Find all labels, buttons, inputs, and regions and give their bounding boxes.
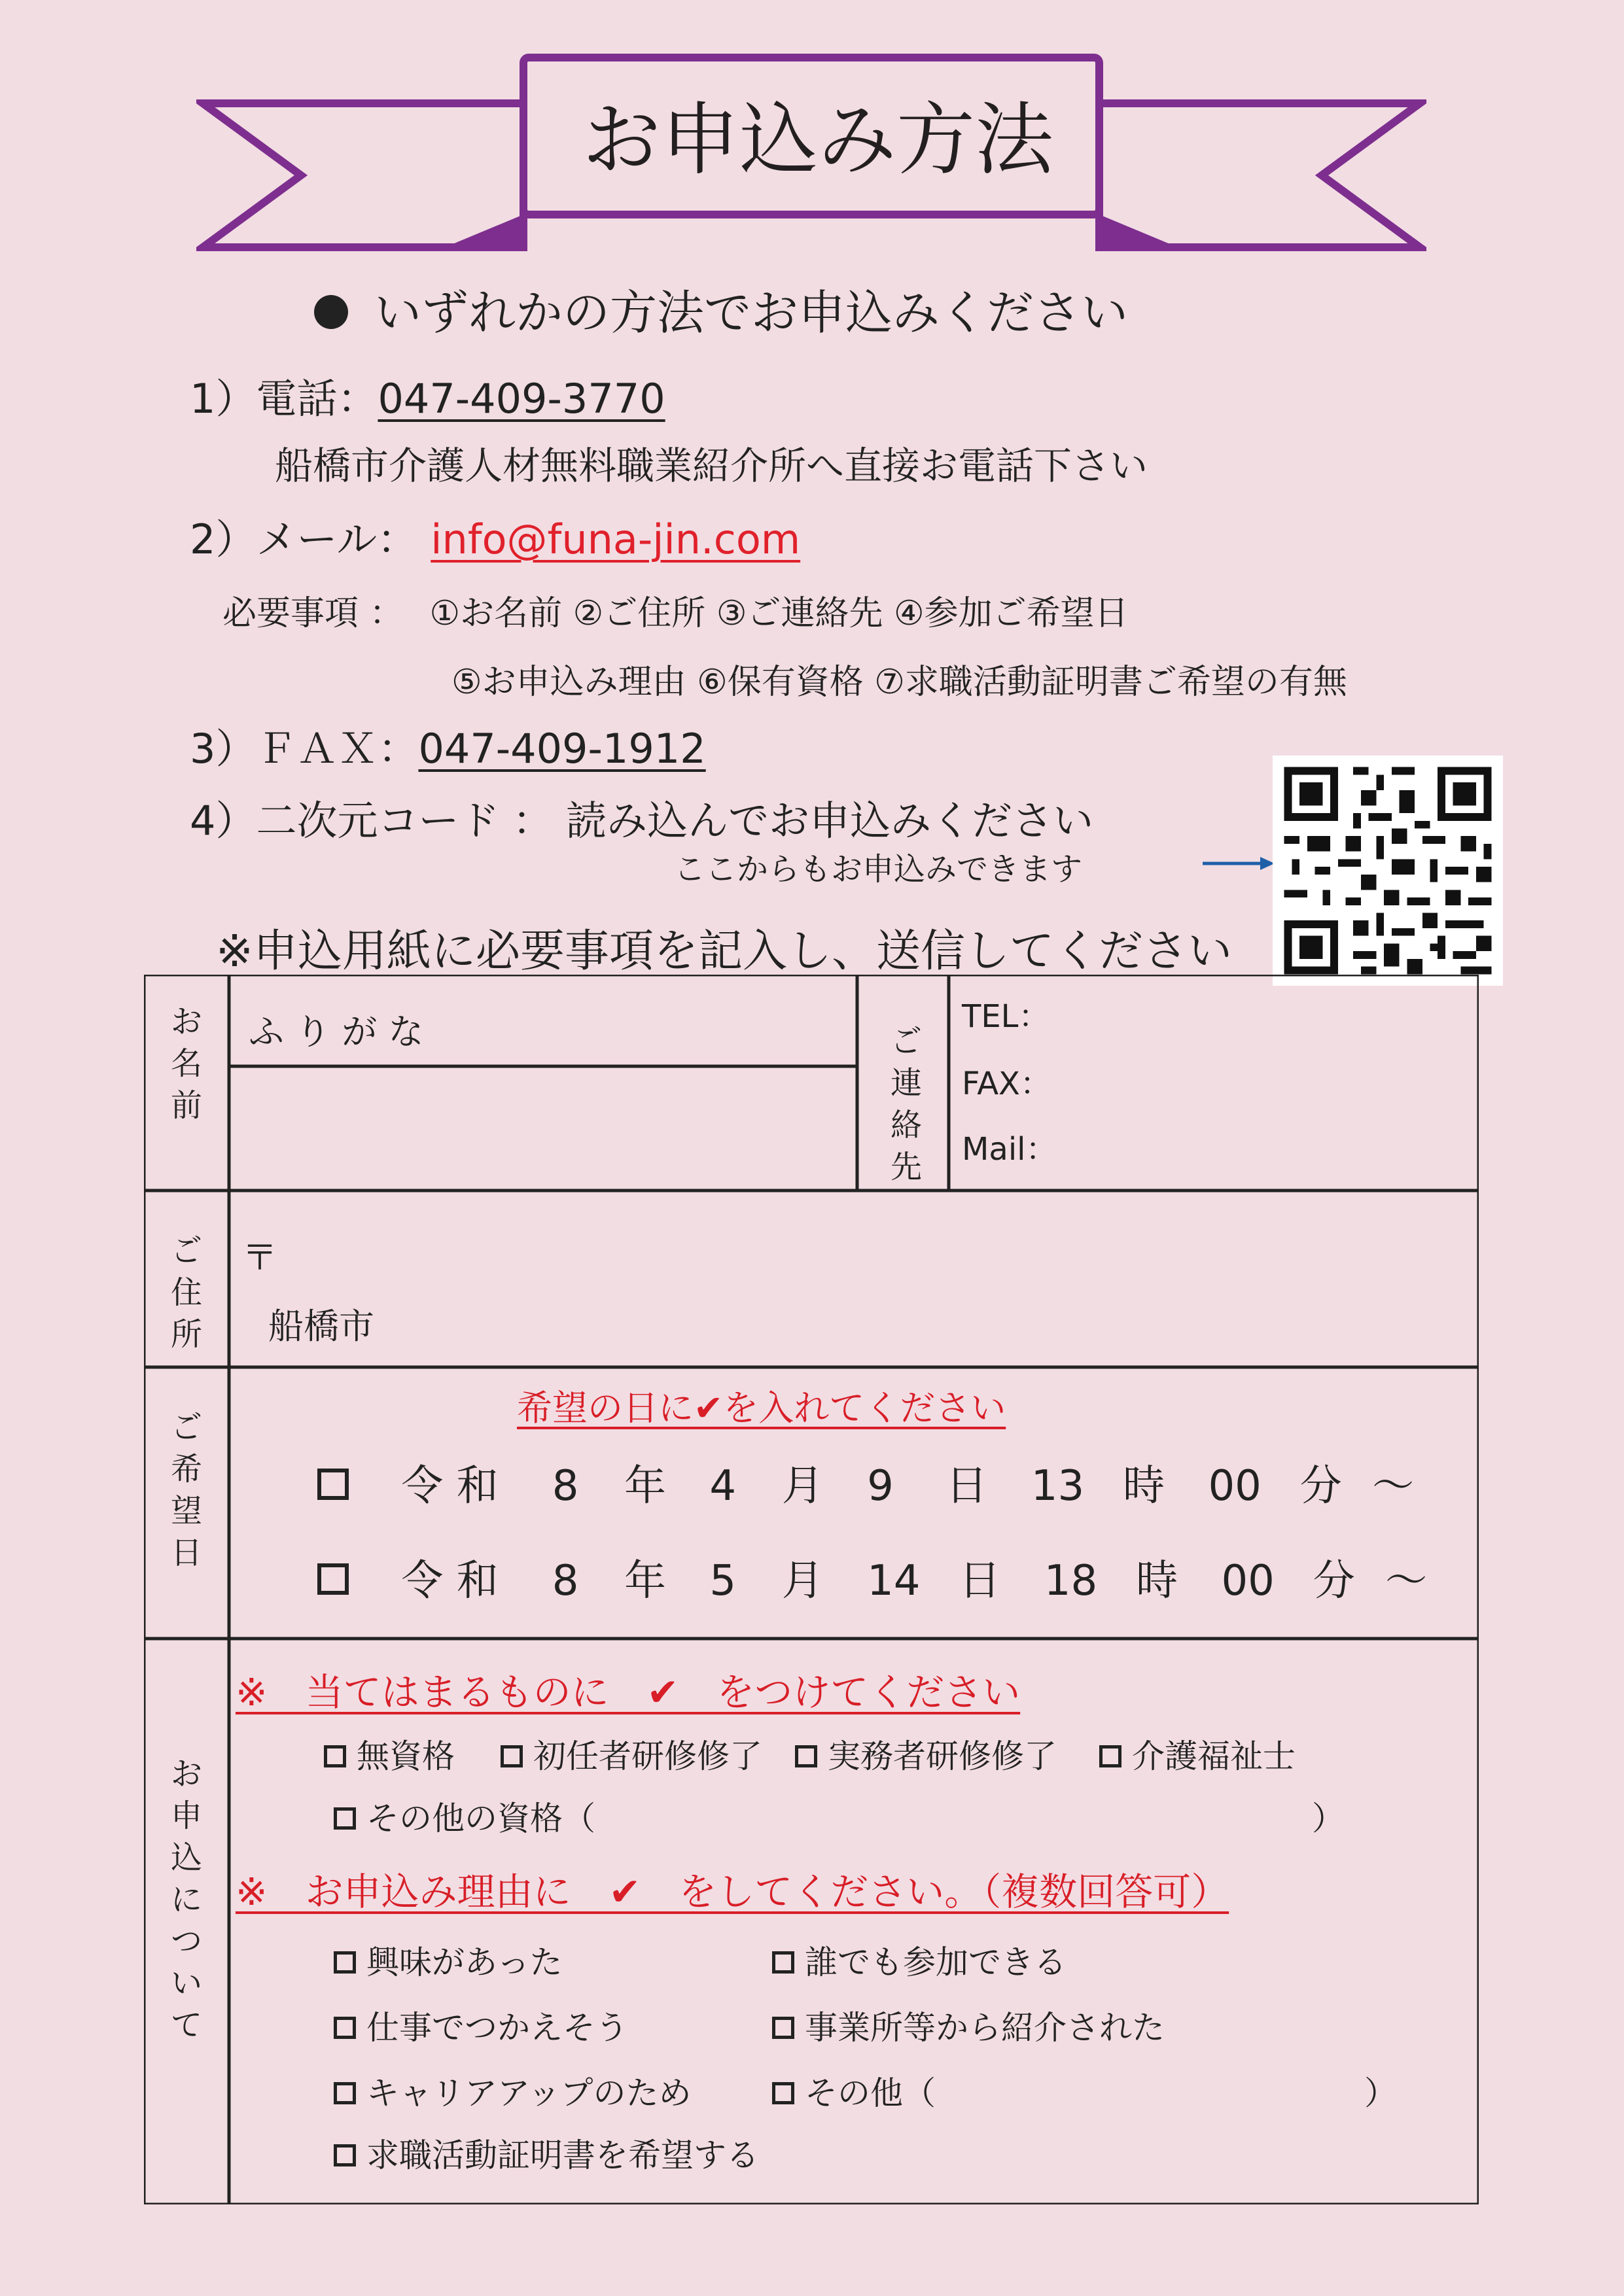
date-option-2[interactable]: 令 和 8 年 5 月 14 日 18 時 00 分 ～: [317, 1547, 1431, 1607]
qualification-notice: ※ 当てはまるものに ✔ をつけてください: [236, 1670, 1021, 1714]
checkbox-icon[interactable]: [772, 2082, 794, 2104]
mail-requirements: 必要事項 ： ①お名前 ②ご住所 ③ご連絡先 ④参加ご希望日: [222, 594, 1129, 633]
contact-label: ご 連 絡 先: [890, 1023, 922, 1185]
postal-mark: 〒: [242, 1237, 277, 1278]
checkbox-icon[interactable]: [795, 1745, 817, 1767]
fax-label: FAX：: [962, 1066, 1051, 1102]
reason-option[interactable]: その他（: [772, 2067, 936, 2114]
page-title: お申込み方法: [582, 95, 1053, 186]
mail-method: 2）メール： info@funa-jin.com: [190, 515, 801, 563]
address-label: ご 住 所: [170, 1232, 202, 1353]
date-1-checkbox[interactable]: [317, 1469, 349, 1500]
fax-number: 047-409-1912: [418, 725, 706, 773]
checkbox-icon[interactable]: [1099, 1745, 1121, 1767]
city-text: 船橋市: [268, 1306, 374, 1347]
checkbox-icon[interactable]: [324, 1745, 346, 1767]
reason-option[interactable]: キャリアアップのため: [334, 2067, 692, 2114]
date-notice: 希望の日に✔を入れてください: [517, 1387, 1006, 1429]
about-label: お 申 込 に つ い て: [170, 1756, 202, 2044]
furigana-field[interactable]: [232, 981, 854, 1063]
qual-option[interactable]: 無資格: [324, 1730, 455, 1777]
reason-option[interactable]: 求職活動証明書を希望する: [334, 2129, 759, 2176]
phone-note: 船橋市介護人材無料職業紹介所へ直接お電話下さい: [275, 444, 1148, 488]
checkbox-icon[interactable]: [772, 1951, 794, 1974]
qual-option[interactable]: 実務者研修修了: [795, 1730, 1057, 1777]
qr-method: 4）二次元コード ： 読み込んでお申込みください: [190, 797, 1094, 844]
intro-heading: いずれかの方法でお申込みください: [314, 275, 1128, 343]
mail-label: Mail：: [962, 1131, 1057, 1168]
qual-other-close: ）: [1312, 1800, 1345, 1837]
instruction: ※申込用紙に必要事項を記入し、送信してください: [216, 926, 1232, 977]
phone-method: 1）電話：047-409-3770: [190, 375, 665, 423]
checkbox-icon[interactable]: [501, 1745, 523, 1767]
checkbox-icon[interactable]: [334, 1807, 356, 1830]
checkbox-icon[interactable]: [334, 2144, 356, 2166]
reason-option[interactable]: 誰でも参加できる: [772, 1936, 1067, 1983]
name-label: お 名 前: [170, 1003, 202, 1124]
furigana-label: ふ り が な: [249, 1011, 424, 1052]
qr-note: ここからもお申込みできます: [674, 851, 1083, 888]
reason-option[interactable]: 仕事でつかえそう: [334, 2002, 628, 2049]
date-label: ご 希 望 日: [170, 1409, 202, 1571]
fax-method: 3）ＦＡＸ：047-409-1912: [190, 725, 706, 773]
bullet-icon: [314, 295, 348, 329]
reason-other-close: ）: [1364, 2074, 1397, 2112]
tel-label: TEL：: [962, 998, 1050, 1035]
mail-requirements-cont: ⑤お申込み理由 ⑥保有資格 ⑦求職活動証明書ご希望の有無: [451, 663, 1347, 702]
date-option-1[interactable]: 令 和 8 年 4 月 9 日 13 時 00 分 ～: [317, 1452, 1418, 1512]
reason-option[interactable]: 事業所等から紹介された: [772, 2002, 1165, 2049]
date-2-checkbox[interactable]: [317, 1563, 349, 1595]
contact-field[interactable]: [1060, 981, 1472, 1184]
reason-option[interactable]: 興味があった: [334, 1936, 563, 1983]
qr-code-icon[interactable]: [1273, 756, 1503, 986]
qual-option[interactable]: 初任者研修修了: [501, 1730, 762, 1777]
checkbox-icon[interactable]: [334, 2017, 356, 2039]
reason-notice: ※ お申込み理由に ✔ をしてください。（複数回答可）: [236, 1870, 1229, 1914]
checkbox-icon[interactable]: [772, 2017, 794, 2039]
phone-number[interactable]: 047-409-3770: [378, 375, 665, 423]
qual-option[interactable]: 介護福祉士: [1099, 1730, 1296, 1777]
qual-other-option[interactable]: その他の資格（: [334, 1792, 595, 1839]
arrow-right-icon: [1203, 857, 1275, 870]
name-field[interactable]: [232, 1070, 854, 1187]
checkbox-icon[interactable]: [334, 1951, 356, 1974]
mail-address-link[interactable]: info@funa-jin.com: [431, 515, 801, 563]
checkbox-icon[interactable]: [334, 2082, 356, 2104]
address-field[interactable]: [301, 1217, 1466, 1354]
